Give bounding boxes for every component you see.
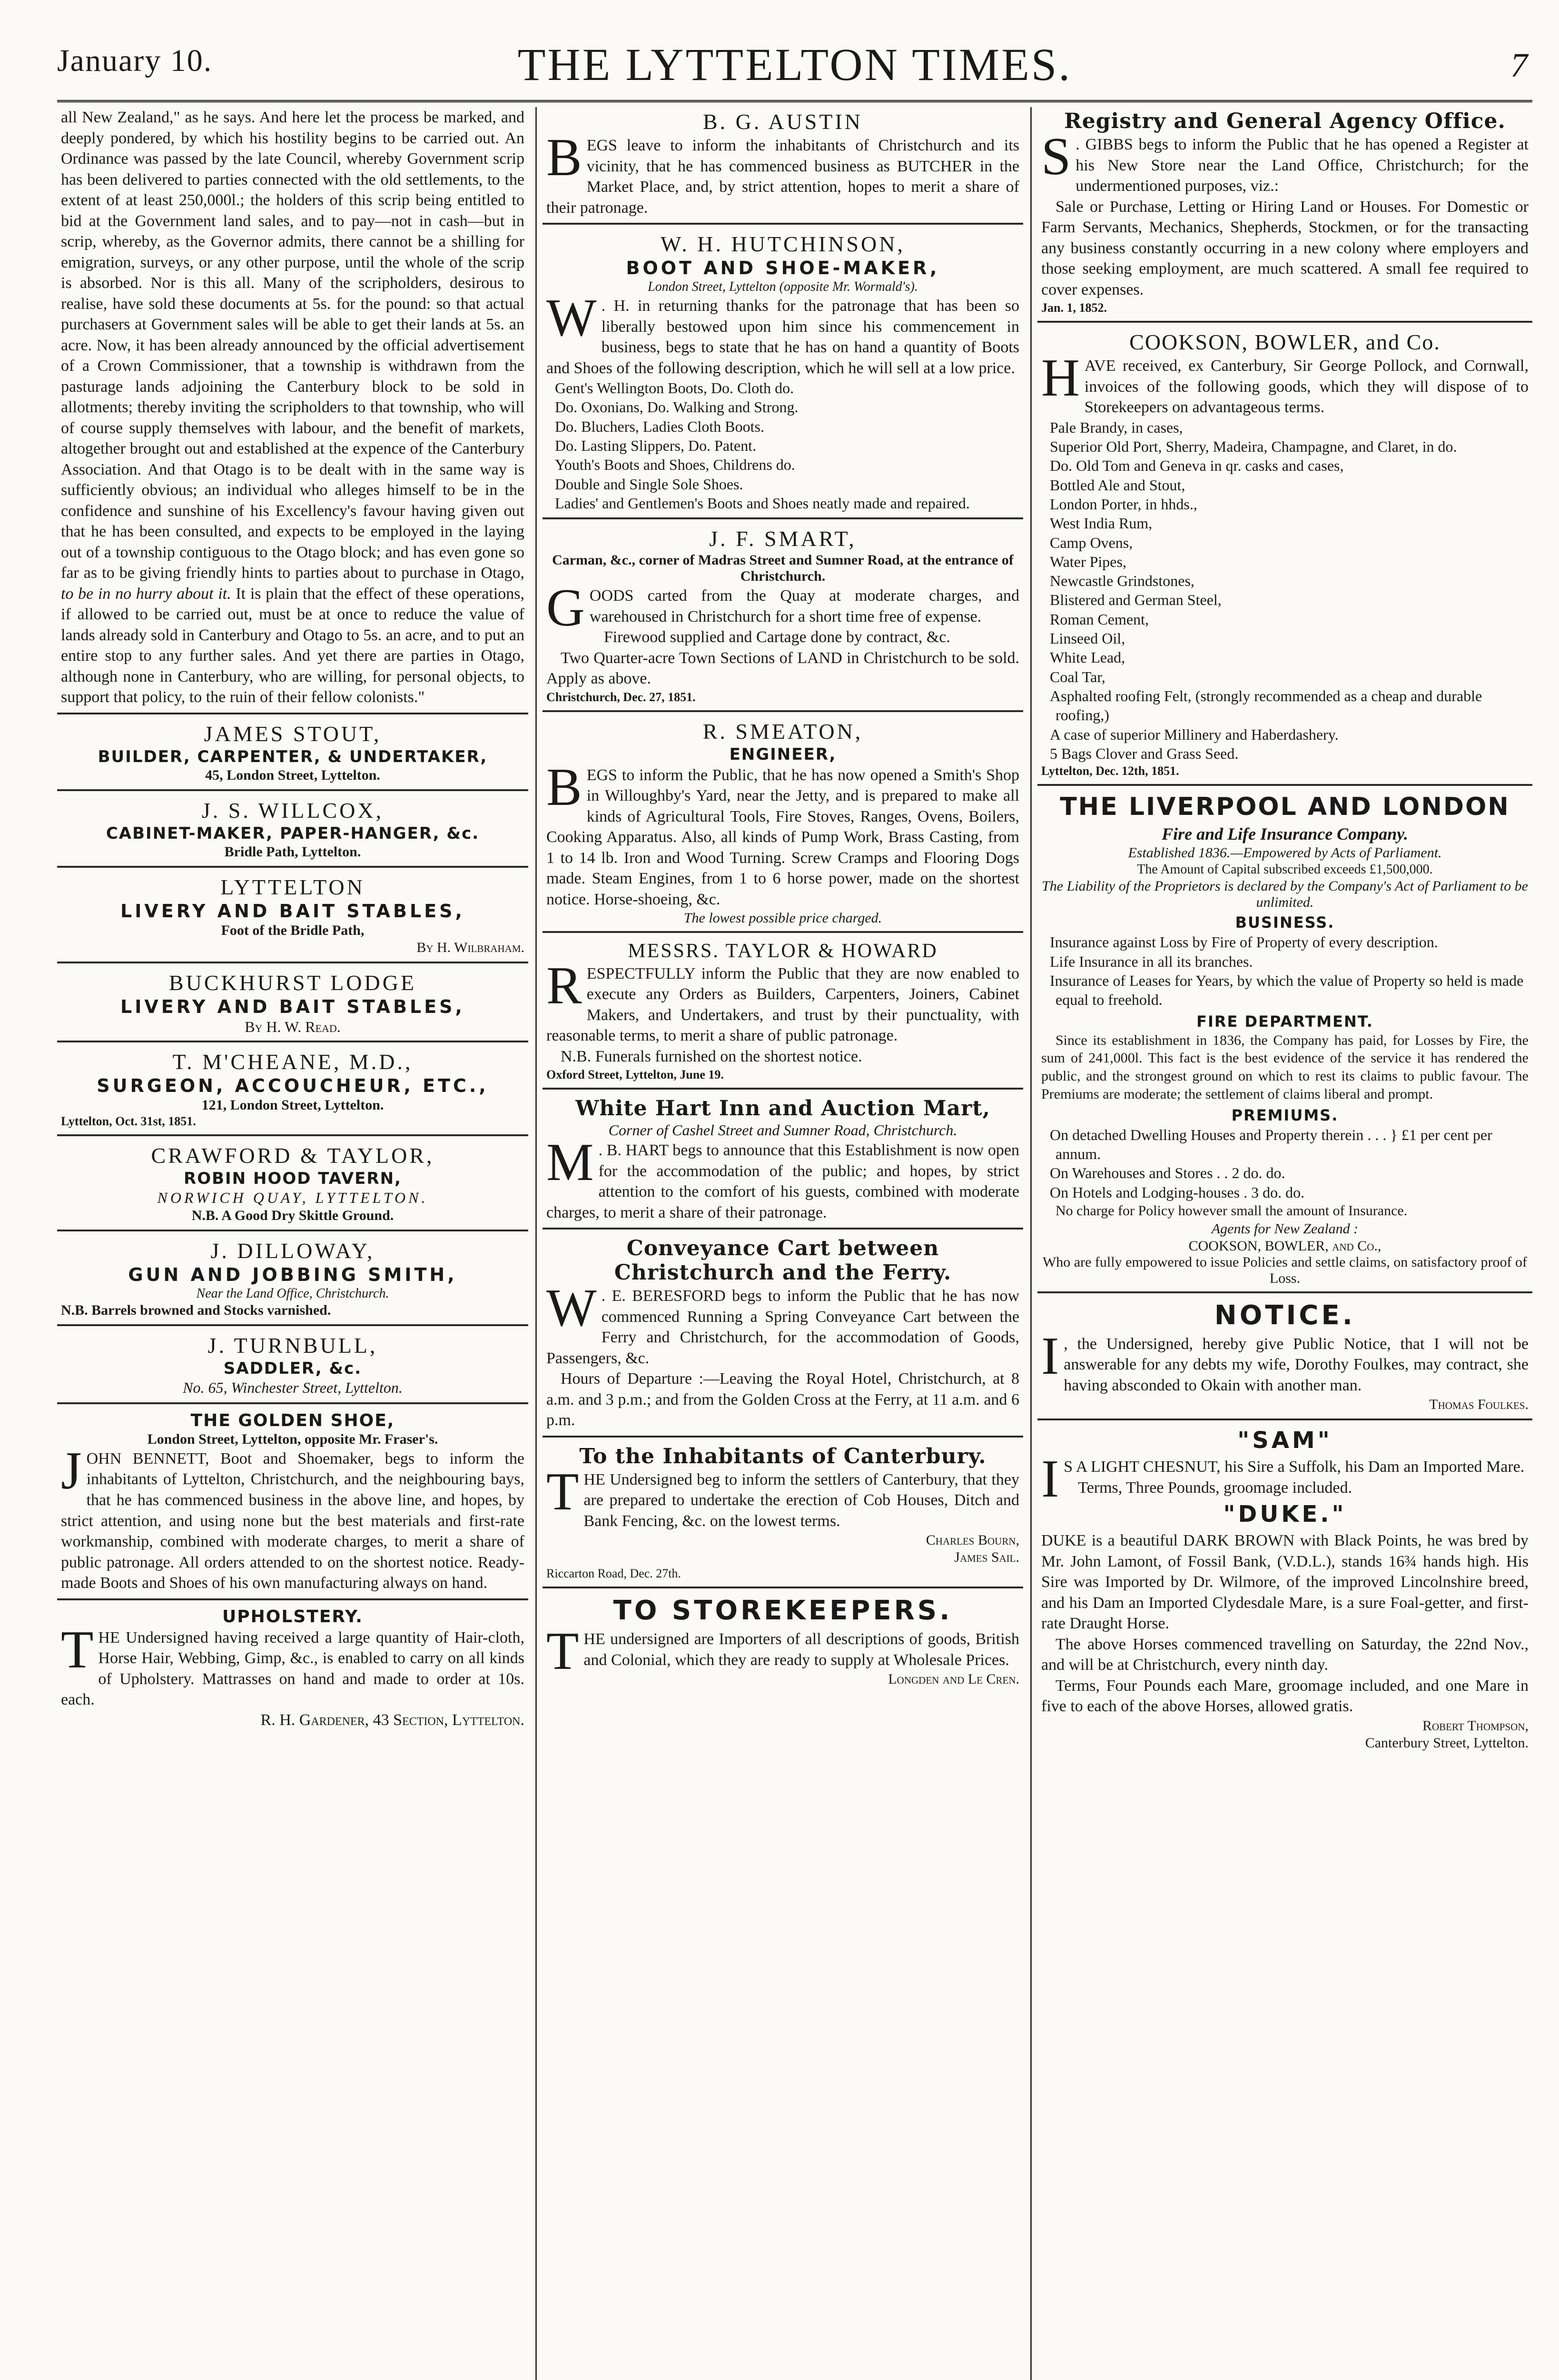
- masthead-rule: [57, 100, 1532, 102]
- article-paragraph-end: It is plain that the effect of these operations, if allowed to be carried out, must be at once to reduce the value of lands already sold in Canterbury and Otago to 5s. an acre, and to put an entire stop to any further sales. And yet there are parties in Otago, although none in Canterbury, who are willing, for personal objects, to support that policy, to the ruin of their fellow colonists.": [61, 585, 525, 706]
- article-italic-phrase: to be in no hurry about it.: [61, 585, 231, 603]
- column-divider: [1030, 107, 1032, 2380]
- ad-date: Oxford Street, Lyttelton, June 19.: [546, 1068, 724, 1082]
- ad-golden-shoe: [57, 1411, 528, 1600]
- drop-cap: W: [546, 288, 597, 348]
- ad-signature: Canterbury Street, Lyttelton.: [1365, 1735, 1529, 1751]
- ad-address: Corner of Cashel Street and Sumner Road, Christchurch.: [608, 1121, 957, 1139]
- ad-title: "DUKE.": [1223, 1501, 1347, 1528]
- list-item: Do. Bluchers, Ladies Cloth Boots.: [555, 417, 764, 435]
- list-item: Insurance of Leases for Years, by which the value of Property so held is made equal to freehold.: [1050, 972, 1524, 1009]
- ad-address: Near the Land Office, Christchurch.: [196, 1286, 389, 1301]
- premiums-note: No charge for Policy however small the amount of Insurance.: [1056, 1202, 1408, 1219]
- drop-cap: T: [546, 1622, 579, 1681]
- business-list: [1041, 932, 1529, 1009]
- item-list: [546, 378, 1019, 513]
- ad-name: J. F. SMART,: [709, 526, 857, 551]
- ad-name: J. TURNBULL,: [207, 1333, 378, 1358]
- list-item: 5 Bags Clover and Grass Seed.: [1050, 744, 1239, 762]
- ad-dilloway: [57, 1238, 528, 1326]
- ad-body: , the Undersigned, hereby give Public Notice, that I will not be answerable for any debts my wife, Dorothy Foulkes, may contract, she having absconded to Okain with another man.: [1064, 1335, 1529, 1394]
- issue-date: January 10.: [57, 43, 213, 78]
- ad-name: Registry and General Agency Office.: [1064, 109, 1506, 133]
- ad-address: No. 65, Winchester Street, Lyttelton.: [183, 1378, 403, 1396]
- ad-text: DUKE is a beautiful DARK BROWN with Black Points, he was bred by Mr. John Lamont, of Fossil Bank, (V.D.L.), stands 16¾ hands high. His Sire was Imported by Dr. Wilmore, of the improved Lincolnshire breed, and his Dam an Imported Clydesdale Mare, is a sure Foal-getter, and first-rate Draught Horse.: [1041, 1532, 1529, 1633]
- drop-cap: J: [61, 1441, 82, 1500]
- column-1: [57, 107, 528, 2380]
- article-block: [57, 107, 528, 714]
- ad-body: . E. BERESFORD begs to inform the Public that he has now commenced Running a Spring Conveyance Cart between the Ferry and Christchurch, for the accommodation of Goods, Passengers, &c.: [546, 1287, 1019, 1367]
- ad-trade: LIVERY AND BAIT STABLES,: [120, 996, 465, 1017]
- ad-registry-office: [1037, 109, 1532, 323]
- ad-upholstery: [57, 1607, 528, 1735]
- drop-cap: M: [546, 1133, 594, 1192]
- list-item: Double and Single Sole Shoes.: [555, 475, 743, 493]
- ad-name: White Hart Inn and Auction Mart,: [575, 1096, 990, 1121]
- ad-text: [546, 128, 1019, 218]
- drop-cap: G: [546, 578, 585, 638]
- column-divider: [535, 107, 537, 2380]
- ad-lyttelton-livery: [57, 874, 528, 963]
- list-item: Pale Brandy, in cases,: [1050, 418, 1183, 436]
- ad-austin: [543, 109, 1023, 225]
- ad-address: Foot of the Bridle Path,: [221, 922, 365, 938]
- section-heading: FIRE DEPARTMENT.: [1196, 1012, 1373, 1031]
- ad-address: London Street, Lyttelton, opposite Mr. Fraser's.: [147, 1431, 438, 1447]
- ad-signature: James Sail.: [954, 1549, 1019, 1566]
- ad-address: London Street, Lyttelton (opposite Mr. Wormald's).: [648, 279, 918, 295]
- list-item: Blistered and German Steel,: [1050, 591, 1222, 609]
- ad-willcox: [57, 798, 528, 868]
- ad-text: [61, 1441, 524, 1594]
- ad-address: Bridle Path, Lyttelton.: [224, 843, 361, 860]
- list-item: Life Insurance in all its branches.: [1050, 952, 1253, 970]
- ad-taylor-howard: [543, 940, 1023, 1090]
- ad-name: R. SMEATON,: [702, 719, 863, 744]
- ad-crawford-taylor: [57, 1143, 528, 1231]
- ad-text: [546, 288, 1019, 378]
- list-item: Asphalted roofing Felt, (strongly recommended as a cheap and durable roofing,): [1050, 687, 1482, 724]
- ad-body: HE Undersigned having received a large quantity of Hair-cloth, Horse Hair, Webbing, Gimp, &c., is enabled to carry on all kinds of Upholstery. Mattrasses on hand and made to order at 10s. each.: [61, 1628, 524, 1709]
- article-text: [61, 107, 524, 708]
- ad-title: TO STOREKEEPERS.: [613, 1595, 953, 1626]
- drop-cap: S: [1041, 127, 1071, 186]
- ad-signature: Charles Bourn,: [926, 1532, 1019, 1548]
- ad-body: ESPECTFULLY inform the Public that they are now enabled to execute any Orders as Builders, Carpenters, Joiners, Cabinet Makers, and Undertakers, and trust by their punctuality, with reasonable terms, to merit a share of public patronage.: [546, 964, 1019, 1045]
- section-heading: PREMIUMS.: [1231, 1106, 1339, 1124]
- ad-smart: [543, 526, 1023, 712]
- ad-signature: Thomas Foulkes.: [1429, 1397, 1529, 1413]
- ad-storekeepers: [543, 1595, 1023, 1693]
- list-item: Do. Lasting Slippers, Do. Patent.: [555, 437, 757, 455]
- ad-mcheane: [57, 1049, 528, 1136]
- ad-body: EGS to inform the Public, that he has now opened a Smith's Shop in Willoughby's Yard, near the Jetty, and is prepared to make all kinds of Agricultural Tools, Fire Stoves, Ranges, Ovens, Boilers, Cooking Apparatus. Also, all kinds of Pump Work, Brass Casting, from 1 to 14 lb. Iron and Wood Turning. Screw Cramps and Flooring Dogs made. Steam Engines, from 1 to 6 horse power, made on the shortest notice. Horse-shoeing, &c.: [546, 766, 1019, 908]
- list-item: White Lead,: [1050, 649, 1125, 666]
- ad-established: Established 1836.—Empowered by Acts of Parliament.: [1128, 845, 1442, 861]
- ad-address: 121, London Street, Lyttelton.: [201, 1097, 384, 1113]
- ad-tagline: The lowest possible price charged.: [683, 910, 882, 926]
- ad-note: N.B. Funerals furnished on the shortest notice.: [561, 1047, 862, 1065]
- ad-text: [1041, 1326, 1529, 1396]
- ad-name: J. S. WILLCOX,: [201, 798, 384, 823]
- list-item: Linseed Oil,: [1050, 630, 1125, 647]
- ad-text: [1041, 127, 1529, 197]
- ad-line: Firewood supplied and Cartage done by contract, &c.: [603, 628, 950, 646]
- ad-title: THE GOLDEN SHOE,: [190, 1410, 395, 1430]
- ad-trade: ENGINEER,: [729, 744, 837, 764]
- ad-trade: ROBIN HOOD TAVERN,: [184, 1169, 402, 1188]
- article-paragraph: all New Zealand," as he says. And here let the process be marked, and deeply pondered, by which his hostility begins to be carried out. An Ordinance was passed by the late Council, whereby Government scrip has been delivered to parties connected with the old settlements, to the extent of at least 250,000l.; the holders of this scrip being entitled to bid at the Government land sales, and to pay—not in cash—but in scrip, whereby, as the Governor admits, there cannot be a shilling for emigration, surveys, or any other purpose, until the whole of the scrip is absorbed. Nor is this all. Many of the scripholders, desirous to realise, have sold these documents at 5s. for the pound: so that actual purchasers at Government sales will be able to get their lands at 5s. an acre. Now, it has been already announced by the official advertisement of a Crown Commissioner, that a township is withdrawn from the pasturage lands adjoining the Canterbury block to be sold in allotments; thereby inviting the scripholders to that township, who will of course supply themselves with labour, and the benefit of markets, altogether brought out and established at the expence of the Canterbury Association. And that Otago is to be dealt with in the same way is sufficiently obvious; an individual who alleges himself to be in the confidence and sunshine of his Excellency's favour having given out that he has been consulted, and expects to be employed in the laying out of a township contiguous to the Otago block; and has even gone so far as to be giving friendly hints to parties about to purchase in Otago,: [61, 109, 524, 582]
- ad-body: OODS carted from the Quay at moderate charges, and warehoused in Christchurch for a short time free of expense.: [589, 587, 1019, 625]
- agents-heading: Agents for New Zealand :: [1211, 1220, 1359, 1237]
- ad-body: . GIBBS begs to inform the Public that he has opened a Register at his New Store near the Land Office, Christchurch; for the undermentioned purposes, viz.:: [1076, 136, 1529, 195]
- list-item: Superior Old Port, Sherry, Madeira, Champagne, and Claret, in do.: [1050, 437, 1457, 455]
- ad-sam-duke: [1037, 1427, 1532, 1757]
- ad-trade: CABINET-MAKER, PAPER-HANGER, &c.: [106, 823, 480, 843]
- ad-james-stout: [57, 721, 528, 791]
- list-item: Do. Oxonians, Do. Walking and Strong.: [555, 398, 799, 416]
- list-item: Do. Old Tom and Geneva in qr. casks and cases,: [1050, 457, 1344, 475]
- agents-note: Who are fully empowered to issue Policies and settle claims, on satisfactory proof of Loss.: [1042, 1254, 1528, 1286]
- ad-name: CRAWFORD & TAYLOR,: [151, 1143, 434, 1168]
- list-item: A case of superior Millinery and Haberdashery.: [1050, 725, 1339, 743]
- ad-signature: R. H. Gardener, 43 Section, Lyttelton.: [260, 1711, 524, 1729]
- list-item: Newcastle Grindstones,: [1050, 572, 1194, 590]
- ad-signature: Robert Thompson,: [1422, 1718, 1529, 1734]
- list-item: On Hotels and Lodging-houses . 3 do. do.: [1050, 1183, 1305, 1201]
- ad-name: Conveyance Cart between Christchurch and the Ferry.: [614, 1236, 952, 1285]
- ad-by: By H. W. Read.: [245, 1018, 341, 1035]
- ad-name: W. H. HUTCHINSON,: [661, 232, 905, 257]
- list-item: On Warehouses and Stores . . 2 do. do.: [1050, 1164, 1285, 1182]
- ad-name: MESSRS. TAYLOR & HOWARD: [628, 940, 938, 962]
- list-item: Insurance against Loss by Fire of Property of every description.: [1050, 933, 1438, 951]
- ad-text: [546, 1279, 1019, 1368]
- ad-title: NOTICE.: [1214, 1299, 1356, 1331]
- ad-title: UPHOLSTERY.: [222, 1606, 363, 1626]
- drop-cap: I: [1041, 1326, 1059, 1386]
- ad-text: [546, 1462, 1019, 1532]
- list-item: Camp Ovens,: [1050, 534, 1133, 551]
- section-heading: BUSINESS.: [1235, 913, 1335, 932]
- ad-body: AVE received, ex Canterbury, Sir George Pollock, and Cornwall, invoices of the following goods, which they will dispose of to Storekeepers on advantageous terms.: [1084, 357, 1529, 416]
- ad-date: Lyttelton, Dec. 12th, 1851.: [1041, 764, 1179, 778]
- ad-text: [546, 956, 1019, 1046]
- ad-trade: SURGEON, ACCOUCHEUR, ETC.,: [97, 1075, 489, 1096]
- ad-liverpool-london: [1037, 793, 1532, 1293]
- list-item: Coal Tar,: [1050, 668, 1105, 685]
- ad-text: [546, 757, 1019, 910]
- ad-body: . B. HART begs to announce that this Establishment is now open for the accommodation of the public; and hopes, by strict attention to the comfort of his guests, combined with moderate charges, to merit a share of their patronage.: [546, 1141, 1019, 1221]
- ad-subtitle: Fire and Life Insurance Company.: [1162, 824, 1408, 844]
- ad-cookson-bowler: [1037, 329, 1532, 786]
- ad-hutchinson: [543, 231, 1023, 519]
- list-item: Ladies' and Gentlemen's Boots and Shoes neatly made and repaired.: [555, 495, 970, 512]
- ad-body: HE Undersigned beg to inform the settlers of Canterbury, that they are prepared to undertake the erection of Cob Houses, Ditch and Bank Fencing, &c. on the lowest terms.: [583, 1470, 1019, 1530]
- ad-name: BUCKHURST LODGE: [168, 970, 417, 995]
- ad-date: Jan. 1, 1852.: [1041, 301, 1107, 315]
- ad-body: OHN BENNETT, Boot and Shoemaker, begs to inform the inhabitants of Lyttelton, Christchurch, and the neighbouring bays, that he has commenced business in the above line, and hopes, by strict attention, and using none but the best materials and first-rate workmanship, combined with moderate charges, to merit a share of public patronage. All orders attended to on the shortest notice. Ready-made Boots and Shoes of his own manufacturing always on hand.: [61, 1449, 524, 1592]
- drop-cap: B: [546, 128, 582, 187]
- ad-date: Lyttelton, Oct. 31st, 1851.: [61, 1114, 196, 1128]
- ad-text: [546, 1133, 1019, 1223]
- ad-body: EGS leave to inform the inhabitants of Christchurch and its vicinity, that he has commenced business as BUTCHER in the Market Place, and, by strict attention, hopes to merit a share of their patronage.: [546, 137, 1019, 217]
- premiums-list: [1041, 1125, 1529, 1202]
- ad-trade: BOOT AND SHOE-MAKER,: [626, 258, 940, 279]
- ad-body: . H. in returning thanks for the patronage that has been so liberally bestowed upon him since his commencement in business, begs to state that he has on hand a quantity of Boots and Shoes of the following description, which he will sell at a low price.: [546, 297, 1019, 377]
- ad-name: JAMES STOUT,: [204, 721, 382, 746]
- newspaper-title: THE LYTTELTON TIMES.: [517, 39, 1072, 90]
- ad-body: HE undersigned are Importers of all descriptions of goods, British and Colonial, which they are ready to supply at Wholesale Prices.: [583, 1630, 1019, 1669]
- item-list: [1041, 418, 1529, 764]
- ad-address: Carman, &c., corner of Madras Street and Sumner Road, at the entrance of Christchurch.: [552, 552, 1014, 585]
- drop-cap: T: [61, 1620, 94, 1679]
- list-item: Gent's Wellington Boots, Do. Cloth do.: [555, 379, 794, 397]
- ad-conveyance-cart: [543, 1236, 1023, 1438]
- ad-title: "SAM": [1237, 1427, 1332, 1454]
- ad-inhabitants-canterbury: [543, 1444, 1023, 1589]
- list-item: On detached Dwelling Houses and Property therein . . . } £1 per cent per annum.: [1050, 1126, 1492, 1163]
- agents-name: COOKSON, BOWLER, and Co.,: [1188, 1238, 1381, 1254]
- ad-turnbull: [57, 1333, 528, 1404]
- column-3: [1037, 107, 1532, 2380]
- ad-terms: Terms, Four Pounds each Mare, groomage included, and one Mare in five to each of the above Horses, allowed gratis.: [1041, 1676, 1529, 1716]
- ad-address: 45, London Street, Lyttelton.: [205, 767, 380, 783]
- ad-liability: The Liability of the Proprietors is declared by the Company's Act of Parliament to be unlimited.: [1042, 878, 1528, 911]
- ad-date: Riccarton Road, Dec. 27th.: [546, 1567, 681, 1581]
- drop-cap: H: [1041, 348, 1080, 408]
- ad-name: T. M'CHEANE, M.D.,: [172, 1049, 413, 1074]
- ad-name: B. G. AUSTIN: [702, 109, 863, 134]
- ad-name: LYTTELTON: [220, 874, 365, 899]
- ad-terms: Terms, Three Pounds, groomage included.: [1078, 1478, 1352, 1497]
- ad-capital: The Amount of Capital subscribed exceeds £1,500,000.: [1137, 862, 1433, 877]
- ad-notice: [1037, 1300, 1532, 1421]
- ad-date: Christchurch, Dec. 27, 1851.: [546, 690, 696, 704]
- ad-text: [61, 1620, 524, 1710]
- ad-title: THE LIVERPOOL AND LONDON: [1060, 793, 1510, 822]
- page-number: 7: [1510, 46, 1528, 84]
- ad-line: Two Quarter-acre Town Sections of LAND in Christchurch to be sold. Apply as above.: [546, 649, 1019, 688]
- ad-body-2: Sale or Purchase, Letting or Hiring Land or Houses. For Domestic or Farm Servants, Mechanics, Shepherds, Stockmen, or for the transacting any business constantly occurring in a new colony where employers and those seeking employment, are much scattered. A small fee required to cover expenses.: [1041, 198, 1529, 298]
- drop-cap: R: [546, 956, 582, 1015]
- list-item: Water Pipes,: [1050, 553, 1126, 570]
- ad-address: NORWICH QUAY, LYTTELTON.: [157, 1189, 428, 1206]
- ad-smeaton: [543, 719, 1023, 933]
- masthead: [57, 29, 1532, 100]
- ad-white-hart: [543, 1096, 1023, 1230]
- ad-note: N.B. A Good Dry Skittle Ground.: [191, 1207, 394, 1223]
- list-item: Youth's Boots and Shoes, Childrens do.: [555, 456, 795, 474]
- column-2: [543, 107, 1023, 2380]
- ad-trade: SADDLER, &c.: [223, 1359, 362, 1378]
- list-item: London Porter, in hhds.,: [1050, 495, 1197, 513]
- ad-buckhurst-lodge: [57, 970, 528, 1042]
- ad-body: S A LIGHT CHESNUT, his Sire a Suffolk, his Dam an Imported Mare.: [1064, 1458, 1525, 1476]
- ad-by: By H. Wilbraham.: [416, 939, 524, 955]
- drop-cap: B: [546, 757, 582, 817]
- ad-text: [1041, 348, 1529, 418]
- ad-hours: Hours of Departure :—Leaving the Royal Hotel, Christchurch, at 8 a.m. and 3 p.m.; and from the Golden Cross at the Ferry, at 11 a.m. and 6 p.m.: [546, 1370, 1019, 1429]
- drop-cap: W: [546, 1279, 597, 1338]
- ad-name: COOKSON, BOWLER, and Co.: [1129, 330, 1441, 355]
- list-item: Bottled Ale and Stout,: [1050, 476, 1185, 494]
- ad-name: J. DILLOWAY,: [210, 1238, 375, 1263]
- ad-trade: GUN AND JOBBING SMITH,: [128, 1264, 457, 1285]
- drop-cap: I: [1041, 1449, 1059, 1509]
- list-item: West India Rum,: [1050, 515, 1153, 532]
- drop-cap: T: [546, 1462, 579, 1521]
- fire-text: Since its establishment in 1836, the Company has paid, for Losses by Fire, the sum of 241,000l. This fact is the best evidence of the service it has rendered the public, and the strongest ground on which to rest its claims to public favour. The Premiums are moderate; the settlement of claims liberal and prompt.: [1041, 1032, 1529, 1102]
- ad-text: The above Horses commenced travelling on Saturday, the 22nd Nov., and will be at Christchurch, every ninth day.: [1041, 1635, 1529, 1674]
- list-item: Roman Cement,: [1050, 610, 1149, 628]
- ad-signature: Longden and Le Cren.: [888, 1671, 1019, 1687]
- ad-trade: BUILDER, CARPENTER, & UNDERTAKER,: [98, 747, 488, 766]
- ad-name: To the Inhabitants of Canterbury.: [579, 1444, 987, 1468]
- ad-note: N.B. Barrels browned and Stocks varnished.: [61, 1302, 331, 1318]
- ad-trade: LIVERY AND BAIT STABLES,: [120, 900, 465, 922]
